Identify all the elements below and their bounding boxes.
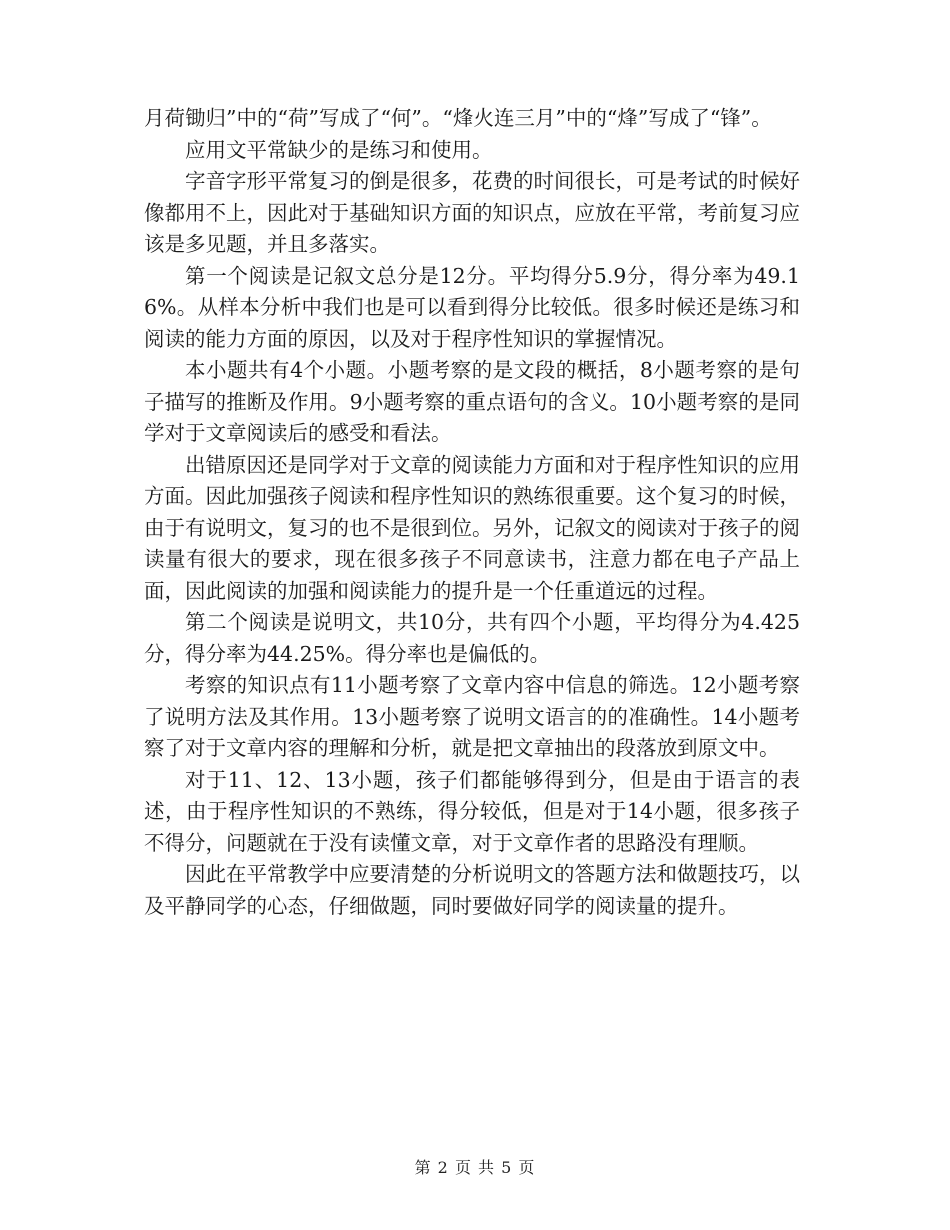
paragraph-3: 字音字形平常复习的倒是很多，花费的时间很长，可是考试的时候好像都用不上，因此对于基础知识方面的知识点，应放在平常，考前复习应该是多见题，并且多落实。	[144, 169, 800, 256]
paragraph-6: 出错原因还是同学对于文章的阅读能力方面和对于程序性知识的应用方面。因此加强孩子阅读和程序性知识的熟练很重要。这个复习的时候，由于有说明文，复习的也不是很到位。另外，记叙文的阅读对于孩子的阅读量有很大的要求，现在很多孩子不同意读书，注意力都在电子产品上面，因此阅读的加强和阅读能力的提升是一个任重道远的过程。	[144, 452, 800, 603]
paragraph-1: 月荷锄归”中的“荷”写成了“何”。“烽火连三月”中的“烽”写成了“锋”。	[144, 106, 772, 130]
paragraph-10: 因此在平常教学中应要清楚的分析说明文的答题方法和做题技巧，以及平静同学的心态，仔细做题，同时要做好同学的阅读量的提升。	[144, 862, 800, 918]
document-body	[144, 103, 800, 922]
paragraph-5: 本小题共有4个小题。小题考察的是文段的概括，8小题考察的是句子描写的推断及作用。9小题考察的重点语句的含义。10小题考察的是同学对于文章阅读后的感受和看法。	[144, 358, 800, 445]
paragraph-2: 应用文平常缺少的是练习和使用。	[185, 137, 493, 162]
paragraph-4: 第一个阅读是记叙文总分是12分。平均得分5.9分，得分率为49.16%。从样本分析中我们也是可以看到得分比较低。很多时候还是练习和阅读的能力方面的原因，以及对于程序性知识的掌握情况。	[144, 263, 800, 351]
page-number-footer: 第 2 页 共 5 页	[414, 1158, 536, 1177]
paragraph-9: 对于11、12、13小题，孩子们都能够得到分，但是由于语言的表述，由于程序性知识的不熟练，得分较低，但是对于14小题，很多孩子不得分，问题就在于没有读懂文章，对于文章作者的思路没有理顺。	[144, 767, 800, 855]
paragraph-7: 第二个阅读是说明文，共10分，共有四个小题，平均得分为4.425分，得分率为44.25%。得分率也是偏低的。	[144, 610, 800, 666]
paragraph-8: 考察的知识点有11小题考察了文章内容中信息的筛选。12小题考察了说明方法及其作用。13小题考察了说明文语言的的准确性。14小题考察了对于文章内容的理解和分析，就是把文章抽出的段落放到原文中。	[144, 673, 800, 760]
